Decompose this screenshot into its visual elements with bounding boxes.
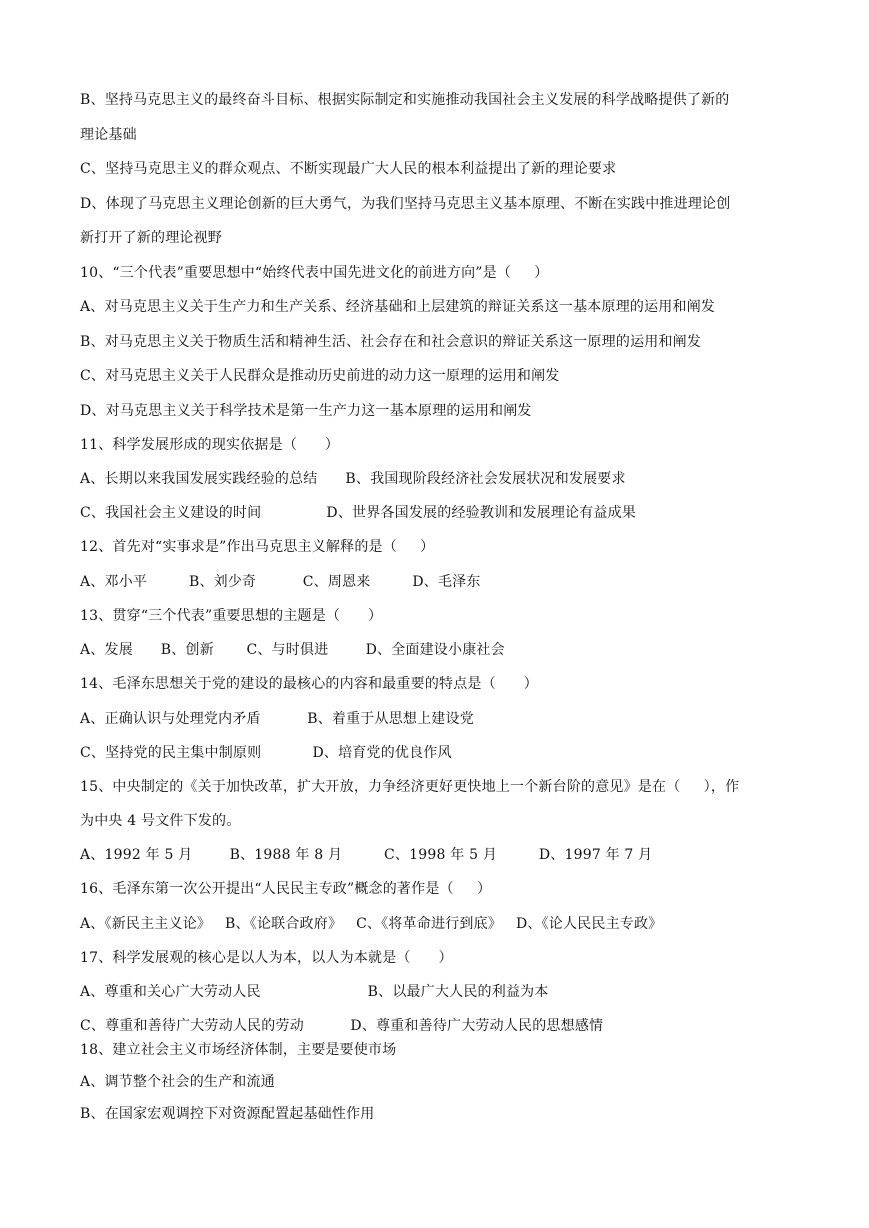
options-16: A、《新民主主义论》 B、《论联合政府》 C、《将革命进行到底》 D、《论人民民主专政》 [80, 916, 663, 932]
question-16: 16、毛泽东第一次公开提出“人民民主专政”概念的著作是（ ） [80, 881, 492, 897]
option-10b: B、对马克思主义关于物质生活和精神生活、社会存在和社会意识的辩证关系这一原理的运用和阐发 [80, 334, 702, 350]
option-10a: A、对马克思主义关于生产力和生产关系、经济基础和上层建筑的辩证关系这一基本原理的运用和阐发 [80, 299, 716, 315]
options-13: A、发展 B、创新 C、与时俱进 D、全面建设小康社会 [80, 642, 505, 658]
option-10c: C、对马克思主义关于人民群众是推动历史前进的动力这一原理的运用和阐发 [80, 368, 560, 384]
option-10d: D、对马克思主义关于科学技术是第一生产力这一基本原理的运用和阐发 [80, 403, 532, 419]
question-13: 13、贯穿“三个代表”重要思想的主题是（ ） [80, 608, 383, 624]
option-18a: A、调节整个社会的生产和流通 [80, 1074, 275, 1090]
options-17-cd: C、尊重和善待广大劳动人民的劳动 D、尊重和善待广大劳动人民的思想感情 [80, 1018, 604, 1034]
options-12: A、邓小平 B、刘少奇 C、周恩来 D、毛泽东 [80, 574, 481, 590]
question-18: 18、建立社会主义市场经济体制，主要是要使市场 [80, 1042, 397, 1058]
option-9d-line-2: 新打开了新的理论视野 [80, 230, 222, 246]
question-15-line-2: 为中央 4 号文件下发的。 [80, 813, 241, 829]
question-15-line-1: 15、中央制定的《关于加快改革，扩大开放，力争经济更好更快地上一个新台阶的意见》是在（ ），作 [80, 779, 740, 795]
options-15: A、1992 年 5 月 B、1988 年 8 月 C、1998 年 5 月 D、1997 年 7 月 [80, 847, 653, 863]
options-14-ab: A、正确认识与处理党内矛盾 B、着重于从思想上建设党 [80, 711, 474, 727]
option-9c: C、坚持马克思主义的群众观点、不断实现最广大人民的根本利益提出了新的理论要求 [80, 161, 617, 177]
options-11-ab: A、长期以来我国发展实践经验的总结 B、我国现阶段经济社会发展状况和发展要求 [80, 471, 626, 487]
question-12: 12、首先对“实事求是”作出马克思主义解释的是（ ） [80, 539, 435, 555]
question-10: 10、“三个代表”重要思想中“始终代表中国先进文化的前进方向”是（ ） [80, 265, 549, 281]
options-17-ab: A、尊重和关心广大劳动人民 B、以最广大人民的利益为本 [80, 984, 549, 1000]
options-14-cd: C、坚持党的民主集中制原则 D、培育党的优良作风 [80, 745, 452, 761]
option-9b-line-1: B、坚持马克思主义的最终奋斗目标、根据实际制定和实施推动我国社会主义发展的科学战略提供了新的 [80, 92, 730, 108]
question-17: 17、科学发展观的核心是以人为本，以人为本就是（ ） [80, 950, 453, 966]
question-14: 14、毛泽东思想关于党的建设的最核心的内容和最重要的特点是（ ） [80, 676, 538, 692]
question-11: 11、科学发展形成的现实依据是（ ） [80, 437, 340, 453]
options-11-cd: C、我国社会主义建设的时间 D、世界各国发展的经验教训和发展理论有益成果 [80, 505, 637, 521]
option-18b: B、在国家宏观调控下对资源配置起基础性作用 [80, 1106, 375, 1122]
option-9d-line-1: D、体现了马克思主义理论创新的巨大勇气，为我们坚持马克思主义基本原理、不断在实践中推进理论创 [80, 196, 731, 212]
option-9b-line-2: 理论基础 [80, 127, 137, 143]
